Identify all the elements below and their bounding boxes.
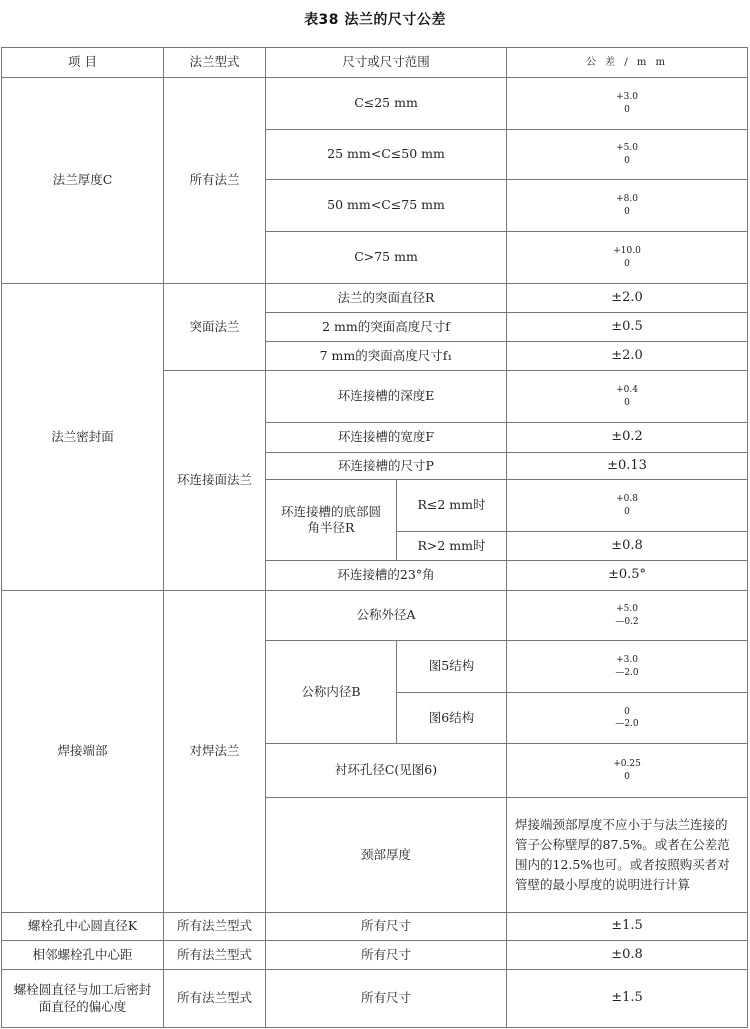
tol-upper: 0 bbox=[624, 706, 630, 717]
type-cell: 所有法兰 bbox=[164, 78, 266, 284]
tolerance-cell bbox=[507, 641, 748, 693]
tol-upper: +0.25 bbox=[613, 759, 641, 770]
item-cell: 焊接端部 bbox=[2, 591, 164, 913]
tolerance-cell bbox=[507, 78, 748, 130]
header-row bbox=[2, 48, 748, 78]
tol-lower: 0 bbox=[624, 104, 630, 115]
tol-upper: +3.0 bbox=[616, 92, 638, 103]
tolerance-cell: ±2.0 bbox=[507, 284, 748, 313]
tol-lower: —2.0 bbox=[615, 719, 639, 729]
header-tolerance: 公 差 / m m bbox=[507, 48, 748, 78]
size-cell: 环连接槽的23°角 bbox=[266, 561, 507, 591]
type-cell: 所有法兰型式 bbox=[164, 970, 266, 1028]
condition-cell: R>2 mm时 bbox=[397, 532, 507, 561]
condition-cell: R≤2 mm时 bbox=[397, 480, 507, 532]
type-cell: 所有法兰型式 bbox=[164, 941, 266, 970]
tolerance-table bbox=[1, 47, 748, 1028]
table-row bbox=[2, 591, 748, 641]
size-cell: 公称外径A bbox=[266, 591, 507, 641]
tolerance-cell: ±0.5 bbox=[507, 313, 748, 342]
table-row bbox=[2, 941, 748, 970]
size-cell: 2 mm的突面高度尺寸f bbox=[266, 313, 507, 342]
tol-upper: +0.8 bbox=[616, 494, 638, 505]
header-type: 法兰型式 bbox=[164, 48, 266, 78]
size-cell: 环连接槽的深度E bbox=[266, 371, 507, 423]
tolerance-cell: ±0.5° bbox=[507, 561, 748, 591]
table-row bbox=[2, 913, 748, 941]
table-title: 表38 法兰的尺寸公差 bbox=[304, 12, 446, 28]
type-cell: 环连接面法兰 bbox=[164, 371, 266, 591]
tolerance-cell bbox=[507, 180, 748, 232]
tolerance-cell bbox=[507, 480, 748, 532]
tolerance-cell: ±0.8 bbox=[507, 532, 748, 561]
tolerance-cell: ±0.13 bbox=[507, 453, 748, 480]
size-cell: 所有尺寸 bbox=[266, 913, 507, 941]
size-cell: 公称内径B bbox=[266, 641, 397, 744]
tolerance-cell bbox=[507, 744, 748, 798]
tol-upper: +10.0 bbox=[613, 246, 641, 257]
size-cell: 所有尺寸 bbox=[266, 970, 507, 1028]
tolerance-cell: ±0.8 bbox=[507, 941, 748, 970]
header-item: 项 目 bbox=[2, 48, 164, 78]
tol-lower: 0 bbox=[624, 397, 630, 408]
item-cell: 螺栓圆直径与加工后密封面直径的偏心度 bbox=[2, 970, 164, 1028]
tol-lower: 0 bbox=[624, 258, 630, 269]
condition-cell: 图6结构 bbox=[397, 693, 507, 744]
tol-upper: +3.0 bbox=[616, 655, 638, 666]
tolerance-cell bbox=[507, 591, 748, 641]
tol-upper: +5.0 bbox=[616, 143, 638, 154]
type-cell: 对焊法兰 bbox=[164, 591, 266, 913]
type-cell: 突面法兰 bbox=[164, 284, 266, 371]
size-cell: C>75 mm bbox=[266, 232, 507, 284]
size-cell: 法兰的突面直径R bbox=[266, 284, 507, 313]
tol-lower: —2.0 bbox=[615, 667, 639, 678]
tol-lower: —0.2 bbox=[615, 616, 639, 627]
header-size: 尺寸或尺寸范围 bbox=[266, 48, 507, 78]
size-cell: 环连接槽的底部圆角半径R bbox=[266, 480, 397, 561]
tolerance-cell bbox=[507, 232, 748, 284]
type-cell: 所有法兰型式 bbox=[164, 913, 266, 941]
tol-lower: 0 bbox=[624, 771, 630, 782]
size-cell: 所有尺寸 bbox=[266, 941, 507, 970]
tol-upper: +8.0 bbox=[616, 194, 638, 205]
tolerance-cell: ±0.2 bbox=[507, 423, 748, 453]
condition-cell: 图5结构 bbox=[397, 641, 507, 693]
item-cell: 法兰密封面 bbox=[2, 284, 164, 591]
size-cell: 衬环孔径C(见图6) bbox=[266, 744, 507, 798]
tolerance-cell: ±1.5 bbox=[507, 913, 748, 941]
tol-upper: +0.4 bbox=[616, 385, 638, 396]
item-cell: 相邻螺栓孔中心距 bbox=[2, 941, 164, 970]
note-cell: 焊接端颈部厚度不应小于与法兰连接的管子公称壁厚的87.5%。或者在公差范围内的12.5%也可。或者按照购买者对管壁的最小厚度的说明进行计算 bbox=[507, 798, 748, 913]
table-row bbox=[2, 970, 748, 1028]
tolerance-cell bbox=[507, 693, 748, 744]
size-cell: C≤25 mm bbox=[266, 78, 507, 130]
tolerance-cell bbox=[507, 371, 748, 423]
tolerance-cell bbox=[507, 130, 748, 180]
size-cell: 颈部厚度 bbox=[266, 798, 507, 913]
tol-lower: 0 bbox=[624, 206, 630, 217]
tol-upper: +5.0 bbox=[616, 604, 638, 615]
tol-lower: 0 bbox=[624, 155, 630, 166]
size-cell: 25 mm<C≤50 mm bbox=[266, 130, 507, 180]
table-row bbox=[2, 78, 748, 130]
table-row bbox=[2, 284, 748, 313]
size-cell: 环连接槽的尺寸P bbox=[266, 453, 507, 480]
size-cell: 环连接槽的宽度F bbox=[266, 423, 507, 453]
item-cell: 法兰厚度C bbox=[2, 78, 164, 284]
tolerance-cell: ±1.5 bbox=[507, 970, 748, 1028]
size-cell: 50 mm<C≤75 mm bbox=[266, 180, 507, 232]
size-cell: 7 mm的突面高度尺寸f₁ bbox=[266, 342, 507, 371]
item-cell: 螺栓孔中心圆直径K bbox=[2, 913, 164, 941]
tolerance-cell: ±2.0 bbox=[507, 342, 748, 371]
tol-lower: 0 bbox=[624, 506, 630, 517]
